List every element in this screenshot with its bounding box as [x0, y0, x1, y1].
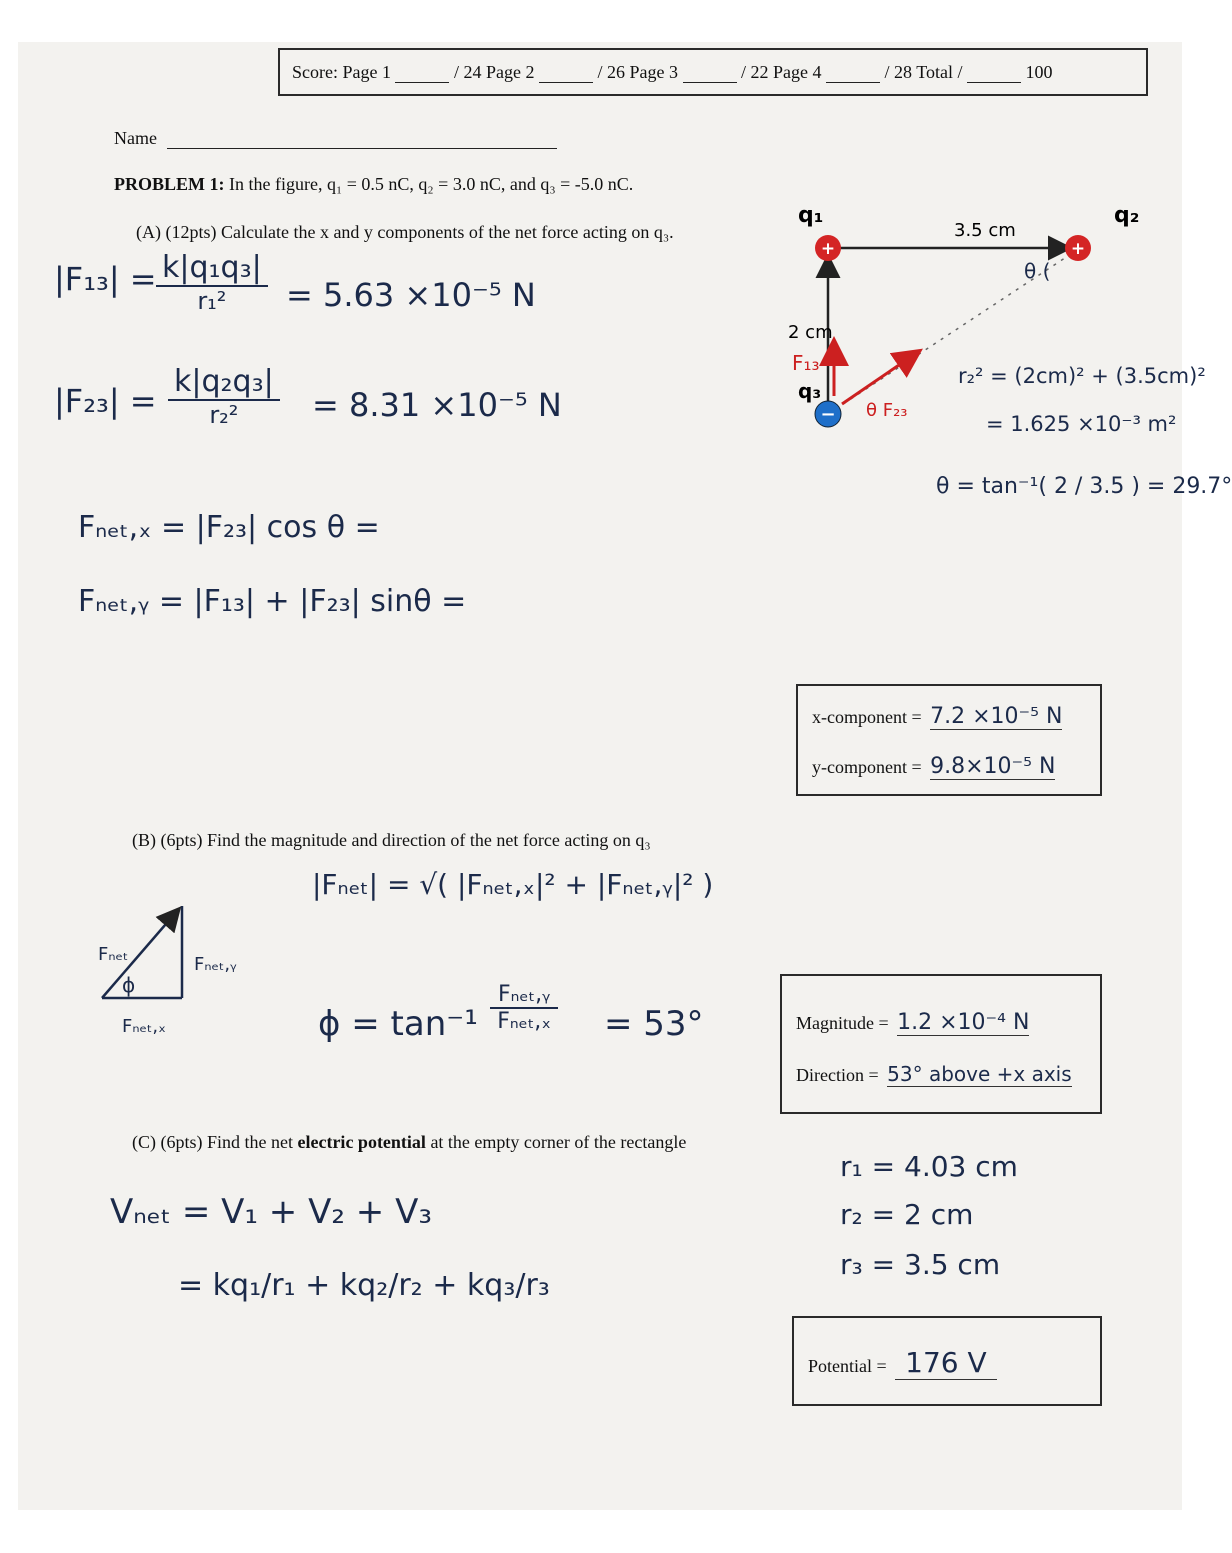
f23-tag: θ F₂₃ — [866, 400, 908, 421]
fnet-x-expression: Fₙₑₜ,ₓ = |F₂₃| cos θ = — [78, 510, 380, 545]
f13-value: = 5.63 ×10⁻⁵ N — [286, 276, 536, 314]
magnitude-row — [796, 1010, 1029, 1036]
part-c-suffix: at the empty corner of the rectangle — [425, 1132, 687, 1152]
f13-denominator: r₁² — [197, 287, 227, 315]
score-box — [278, 48, 1148, 96]
vnet-expression: Vₙₑₜ = V₁ + V₂ + V₃ — [110, 1192, 432, 1232]
phi-lhs: ϕ = tan⁻¹ — [318, 1004, 478, 1044]
f13-lhs: |F₁₃| = — [54, 260, 157, 298]
q3-label: q₃ — [798, 379, 822, 403]
f13-fraction — [156, 250, 268, 315]
phi-numerator: Fₙₑₜ,ᵧ — [490, 982, 558, 1009]
score-page4-label: Page 4 — [773, 62, 822, 82]
score-total-max: 100 — [1025, 62, 1053, 82]
f23-denominator: r₂² — [209, 401, 239, 429]
f23-numerator: k|q₂q₃| — [168, 364, 280, 401]
part-c-prefix: (C) (6pts) Find the net — [132, 1132, 298, 1152]
score-page1-label: Score: Page 1 — [292, 62, 391, 82]
score-page4-max: / 28 — [884, 62, 913, 82]
r2-value: = 1.625 ×10⁻³ m² — [986, 412, 1177, 436]
worksheet-page — [18, 42, 1232, 1510]
fnet-y-expression: Fₙₑₜ,ᵧ = |F₁₃| + |F₂₃| sinθ = — [78, 584, 467, 619]
part-c-prompt — [132, 1132, 686, 1153]
score-page4-blank — [826, 82, 880, 83]
f23-fraction — [168, 364, 280, 429]
part-a-prompt: (A) (12pts) Calculate the x and y components of the net force acting on q₃. — [136, 222, 674, 242]
vnet-sum-expression: = kq₁/r₁ + kq₂/r₂ + kq₃/r₃ — [178, 1268, 550, 1303]
name-field[interactable] — [167, 148, 557, 149]
r2-equation: r₂² = (2cm)² + (3.5cm)² — [958, 364, 1206, 388]
q3-minus-sign: − — [820, 404, 836, 425]
potential-value[interactable]: 176 V — [895, 1346, 997, 1380]
f23-force-arrow — [842, 352, 918, 404]
x-component-row — [812, 704, 1062, 730]
problem-text: In the figure, q₁ = 0.5 nC, q₂ = 3.0 nC, and q₃ = -5.0 nC. — [229, 174, 634, 194]
theta-tag: θ ( — [1024, 259, 1051, 283]
phi-denominator: Fₙₑₜ,ₓ — [497, 1009, 552, 1034]
fnet-magnitude-expression: |Fₙₑₜ| = √( |Fₙₑₜ,ₓ|² + |Fₙₑₜ,ᵧ|² ) — [312, 868, 714, 901]
direction-label: Direction = — [796, 1065, 879, 1085]
phi-fraction — [490, 982, 558, 1034]
y-component-row — [812, 754, 1055, 780]
q1-label: q₁ — [798, 203, 824, 228]
r1-value: r₁ = 4.03 cm — [840, 1150, 1018, 1183]
part-b-prompt: (B) (6pts) Find the magnitude and direction of the net force acting on q₃ — [132, 830, 651, 850]
f23-lhs: |F₂₃| = — [54, 382, 157, 420]
potential-row — [808, 1346, 997, 1380]
score-total-label: Total / — [916, 62, 963, 82]
direction-row — [796, 1062, 1072, 1087]
f13-tag: F₁₃ — [792, 351, 820, 375]
answer-box-b — [780, 974, 1102, 1114]
magnitude-value[interactable]: 1.2 ×10⁻⁴ N — [897, 1010, 1030, 1035]
score-line — [292, 62, 1052, 83]
triangle-hyp-label: Fₙₑₜ — [98, 944, 129, 965]
r2-distance: r₂ = 2 cm — [840, 1198, 974, 1231]
vertical-distance-label: 2 cm — [788, 322, 833, 343]
answer-box-c — [792, 1316, 1102, 1406]
horizontal-distance-label: 3.5 cm — [954, 220, 1016, 241]
score-page3-blank — [683, 82, 737, 83]
f23-value: = 8.31 ×10⁻⁵ N — [312, 386, 562, 424]
score-page3-max: / 22 — [741, 62, 769, 82]
q2-plus-sign: + — [1070, 239, 1086, 259]
problem-statement — [114, 174, 633, 195]
score-page2-blank — [539, 82, 593, 83]
r3-distance: r₃ = 3.5 cm — [840, 1248, 1001, 1281]
x-component-value[interactable]: 7.2 ×10⁻⁵ N — [930, 704, 1063, 729]
x-component-label: x-component = — [812, 707, 922, 727]
direction-value[interactable]: 53° above +x axis — [887, 1062, 1072, 1086]
y-component-label: y-component = — [812, 757, 922, 777]
charge-figure — [758, 192, 1182, 492]
score-page2-label: Page 2 — [486, 62, 535, 82]
answer-box-a — [796, 684, 1102, 796]
q1-plus-sign: + — [820, 239, 836, 259]
score-page2-max: / 26 — [597, 62, 626, 82]
score-total-blank — [967, 82, 1021, 83]
q2-label: q₂ — [1114, 203, 1140, 228]
score-page1-blank — [395, 82, 449, 83]
force-triangle-sketch — [78, 882, 278, 1052]
name-row — [114, 128, 557, 149]
triangle-vert-label: Fₙₑₜ,ᵧ — [194, 954, 237, 975]
theta-equation: θ = tan⁻¹( 2 / 3.5 ) = 29.7° — [936, 474, 1232, 499]
triangle-horiz-label: Fₙₑₜ,ₓ — [122, 1016, 167, 1037]
magnitude-label: Magnitude = — [796, 1013, 889, 1033]
potential-label: Potential = — [808, 1356, 887, 1376]
part-c-bold: electric potential — [297, 1132, 426, 1152]
triangle-angle-label: ϕ — [122, 973, 136, 997]
phi-value: = 53° — [604, 1004, 704, 1044]
y-component-value[interactable]: 9.8×10⁻⁵ N — [930, 754, 1056, 779]
score-page3-label: Page 3 — [629, 62, 679, 82]
problem-title: PROBLEM 1: — [114, 174, 225, 194]
f13-numerator: k|q₁q₃| — [156, 250, 268, 287]
score-page1-max: / 24 — [453, 62, 482, 82]
name-label: Name — [114, 128, 157, 148]
